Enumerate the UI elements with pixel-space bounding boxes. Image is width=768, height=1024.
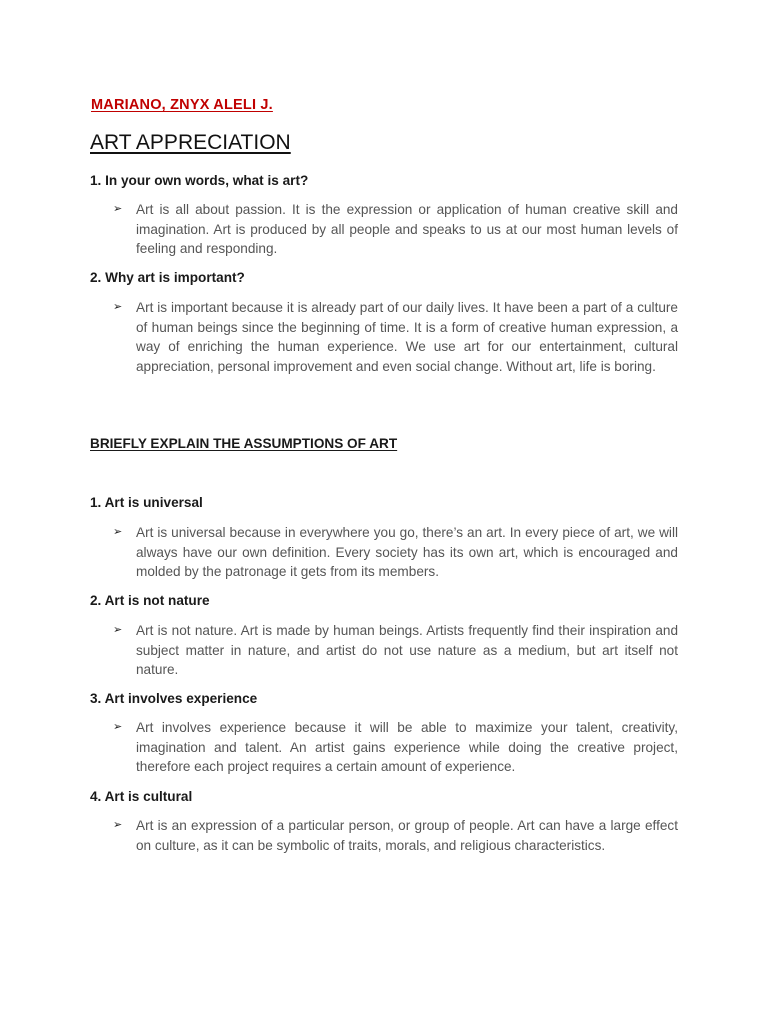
assumption-heading: 1. Art is universal (90, 495, 203, 510)
section-heading: BRIEFLY EXPLAIN THE ASSUMPTIONS OF ART (90, 436, 398, 451)
document-title: ART APPRECIATION (90, 131, 291, 154)
assumption-text: Art is an expression of a particular person, or group of people. Art can have a large effect on culture, as it can be symbolic of traits, morals, and religious characteristics. (136, 818, 678, 853)
arrow-bullet-icon: ➢ (113, 203, 123, 215)
arrow-bullet-icon: ➢ (113, 624, 123, 636)
assumption-heading: 3. Art involves experience (90, 691, 258, 706)
answer-text: Art is important because it is already part of our daily lives. It have been a part of a culture of human beings since the beginning of time. It is a form of creative human expression, a way of enriching the human experience. We use art for our entertainment, cultural appreciation, personal improvement and even social change. Without art, life is boring. (136, 300, 678, 374)
assumption-text: Art is not nature. Art is made by human beings. Artists frequently find their inspiration and subject matter in nature, and artist do not use nature as a medium, but art itself not nature. (136, 623, 678, 678)
arrow-bullet-icon: ➢ (113, 819, 123, 831)
assumption-bullet (113, 718, 678, 777)
author-name: MARIANO, ZNYX ALELI J. (91, 97, 273, 113)
assumption-bullet (113, 621, 678, 680)
answer-bullet (113, 298, 678, 376)
assumption-bullet (113, 523, 678, 582)
answer-text: Art is all about passion. It is the expression or application of human creative skill and imagination. Art is produced by all people and speaks to us at our most human levels of feeling and responding. (136, 202, 678, 257)
arrow-bullet-icon: ➢ (113, 301, 123, 313)
answer-bullet (113, 200, 678, 259)
assumption-text: Art is universal because in everywhere you go, there’s an art. In every piece of art, we will always have our own definition. Every society has its own art, which is encouraged and molded by the patronage it gets from its members. (136, 525, 678, 580)
assumption-text: Art involves experience because it will be able to maximize your talent, creativity, imagination and talent. An artist gains experience while doing the creative project, therefore each project requires a certain amount of experience. (136, 720, 678, 775)
question-heading: 2. Why art is important? (90, 270, 245, 285)
assumption-heading: 2. Art is not nature (90, 593, 210, 608)
question-heading: 1. In your own words, what is art? (90, 173, 309, 188)
arrow-bullet-icon: ➢ (113, 526, 123, 538)
assumption-bullet (113, 816, 678, 855)
arrow-bullet-icon: ➢ (113, 721, 123, 733)
assumption-heading: 4. Art is cultural (90, 789, 193, 804)
